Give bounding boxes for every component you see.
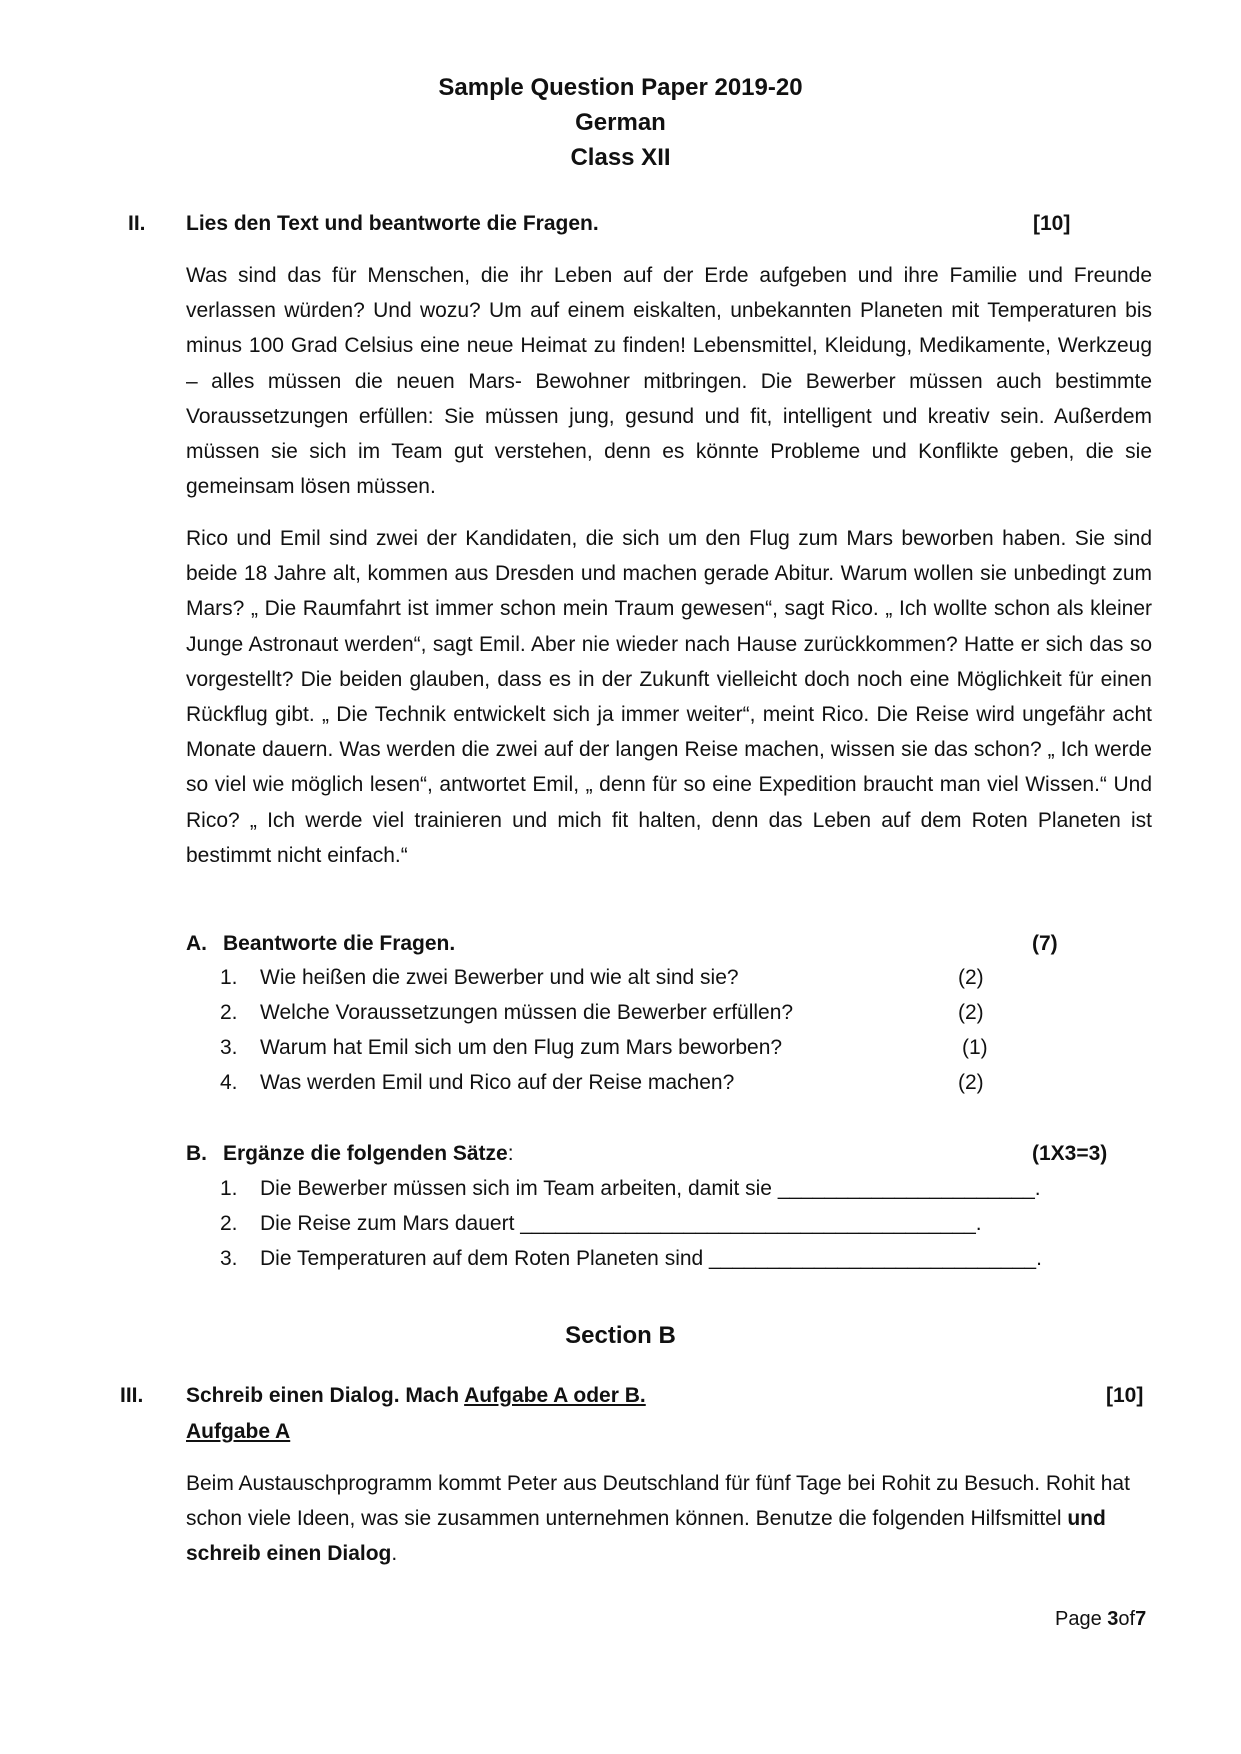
sentence-number: 1. (220, 1177, 238, 1200)
question-marks: (2) (958, 1071, 984, 1094)
question-3-instruction (186, 1384, 646, 1408)
question-row (0, 1030, 1241, 1065)
question-3-instruction-choice: Aufgabe A oder B. (464, 1384, 646, 1407)
part-b-label: B. (186, 1142, 207, 1165)
task-a-text-bold: und schreib einen Dialog (186, 1507, 1106, 1566)
question-number: 1. (220, 966, 238, 989)
fill-sentence-row (0, 1171, 1241, 1206)
question-marks: (2) (958, 1001, 984, 1024)
sentence-number: 2. (220, 1212, 238, 1235)
question-row (0, 960, 1241, 995)
question-2-number: II. (128, 212, 146, 235)
reading-paragraph-2: Rico und Emil sind zwei der Kandidaten, die sich um den Flug zum Mars beworben haben. Sie sind beide 18 Jahre alt, kommen aus Dresden und machen gerade Abitur. Warum wollen sie unbedingt zum Mars? „ Die Raumfahrt ist immer schon mein Traum gewesen“, sagt Rico. „ Ich wollte schon als kleiner Junge Astronaut werden“, sagt Emil. Aber nie wieder nach Hause zurückkommen? Hatte er sich das so vorgestellt? Die beiden glauben, dass es in der Zukunft vielleicht doch noch eine Möglichkeit für einen Rückflug gibt. „ Die Technik entwickelt sich ja immer weiter“, meint Rico. Die Reise wird ungefähr acht Monate dauern. Was werden die zwei auf der langen Reise machen, wissen sie das schon? „ Ich werde so viel wie möglich lesen“, antwortet Emil, „ denn für so eine Expedition braucht man viel Wissen.“ Und Rico? „ Ich werde viel trainieren und mich fit halten, denn das Leben auf dem Roten Planeten ist bestimmt nicht einfach.“ (186, 527, 1152, 867)
question-number: 4. (220, 1071, 238, 1094)
part-b-title: Ergänze die folgenden Sätze (223, 1142, 508, 1165)
task-a-text-main: Beim Austauschprogramm kommt Peter aus Deutschland für fünf Tage bei Rohit zu Besuch. Rohit hat schon viele Ideen, was sie zusammen unternehmen können. Benutze die folgenden Hilfsmittel (186, 1472, 1130, 1531)
paper-title: Sample Question Paper 2019-20 (438, 74, 803, 101)
question-text: Welche Voraussetzungen müssen die Bewerber erfüllen? (260, 1001, 794, 1024)
question-marks: (2) (958, 966, 984, 989)
question-3-number: III. (120, 1384, 144, 1407)
question-2-instruction: Lies den Text und beantworte die Fragen. (186, 212, 599, 235)
section-b-heading: Section B (565, 1322, 676, 1349)
paper-subject: German (575, 109, 666, 136)
part-a-title: Beantworte die Fragen. (223, 932, 456, 955)
question-2-marks: [10] (1033, 212, 1071, 235)
question-row (0, 1065, 1241, 1100)
sentence-text: Die Bewerber müssen sich im Team arbeiten, damit sie ______________________. (260, 1177, 1041, 1200)
question-row (0, 995, 1241, 1030)
part-b-marks: (1X3=3) (1032, 1142, 1108, 1165)
sentence-text: Die Reise zum Mars dauert _______________________________________. (260, 1212, 982, 1235)
fill-sentence-row (0, 1206, 1241, 1241)
paper-class: Class XII (570, 144, 671, 171)
fill-sentence-row (0, 1241, 1241, 1276)
question-text: Was werden Emil und Rico auf der Reise machen? (260, 1071, 735, 1094)
question-number: 2. (220, 1001, 238, 1024)
part-a-marks: (7) (1032, 932, 1058, 955)
sentence-number: 3. (220, 1247, 238, 1270)
question-marks: (1) (962, 1036, 988, 1059)
reading-paragraph-1: Was sind das für Menschen, die ihr Leben auf der Erde aufgeben und ihre Familie und Freunde verlassen würden? Und wozu? Um auf einem eiskalten, unbekannten Planeten mit Temperaturen bis minus 100 Grad Celsius eine neue Heimat zu finden! Lebensmittel, Kleidung, Medikamente, Werkzeug – alles müssen die neuen Mars- Bewohner mitbringen. Die Bewerber müssen auch bestimmte Voraussetzungen erfüllen: Sie müssen jung, gesund und fit, intelligent und kreativ sein. Außerdem müssen sie sich im Team gut verstehen, denn es könnte Probleme und Konflikte geben, die sie gemeinsam lösen müssen. (186, 264, 1152, 499)
part-a-label: A. (186, 932, 207, 955)
part-a-header (0, 926, 1241, 961)
part-b-colon: : (507, 1142, 514, 1165)
sentence-text: Die Temperaturen auf dem Roten Planeten sind ____________________________. (260, 1247, 1042, 1270)
question-3-marks: [10] (1106, 1384, 1144, 1407)
task-a-text-end: . (391, 1542, 398, 1566)
page-total: 7 (1135, 1608, 1147, 1630)
task-a-text (186, 1466, 1152, 1572)
question-text: Warum hat Emil sich um den Flug zum Mars beworben? (260, 1036, 783, 1059)
task-a-label: Aufgabe A (186, 1420, 291, 1443)
part-b-title-wrap (223, 1136, 514, 1171)
question-text: Wie heißen die zwei Bewerber und wie alt sind sie? (260, 966, 739, 989)
page-number (1055, 1608, 1146, 1631)
part-b-header (0, 1136, 1241, 1171)
page-of: of (1118, 1608, 1136, 1630)
question-number: 3. (220, 1036, 238, 1059)
page-current: 3 (1107, 1608, 1119, 1630)
page-prefix: Page (1055, 1608, 1108, 1630)
page-header (0, 70, 1241, 175)
question-3-instruction-text: Schreib einen Dialog. Mach (186, 1384, 465, 1407)
